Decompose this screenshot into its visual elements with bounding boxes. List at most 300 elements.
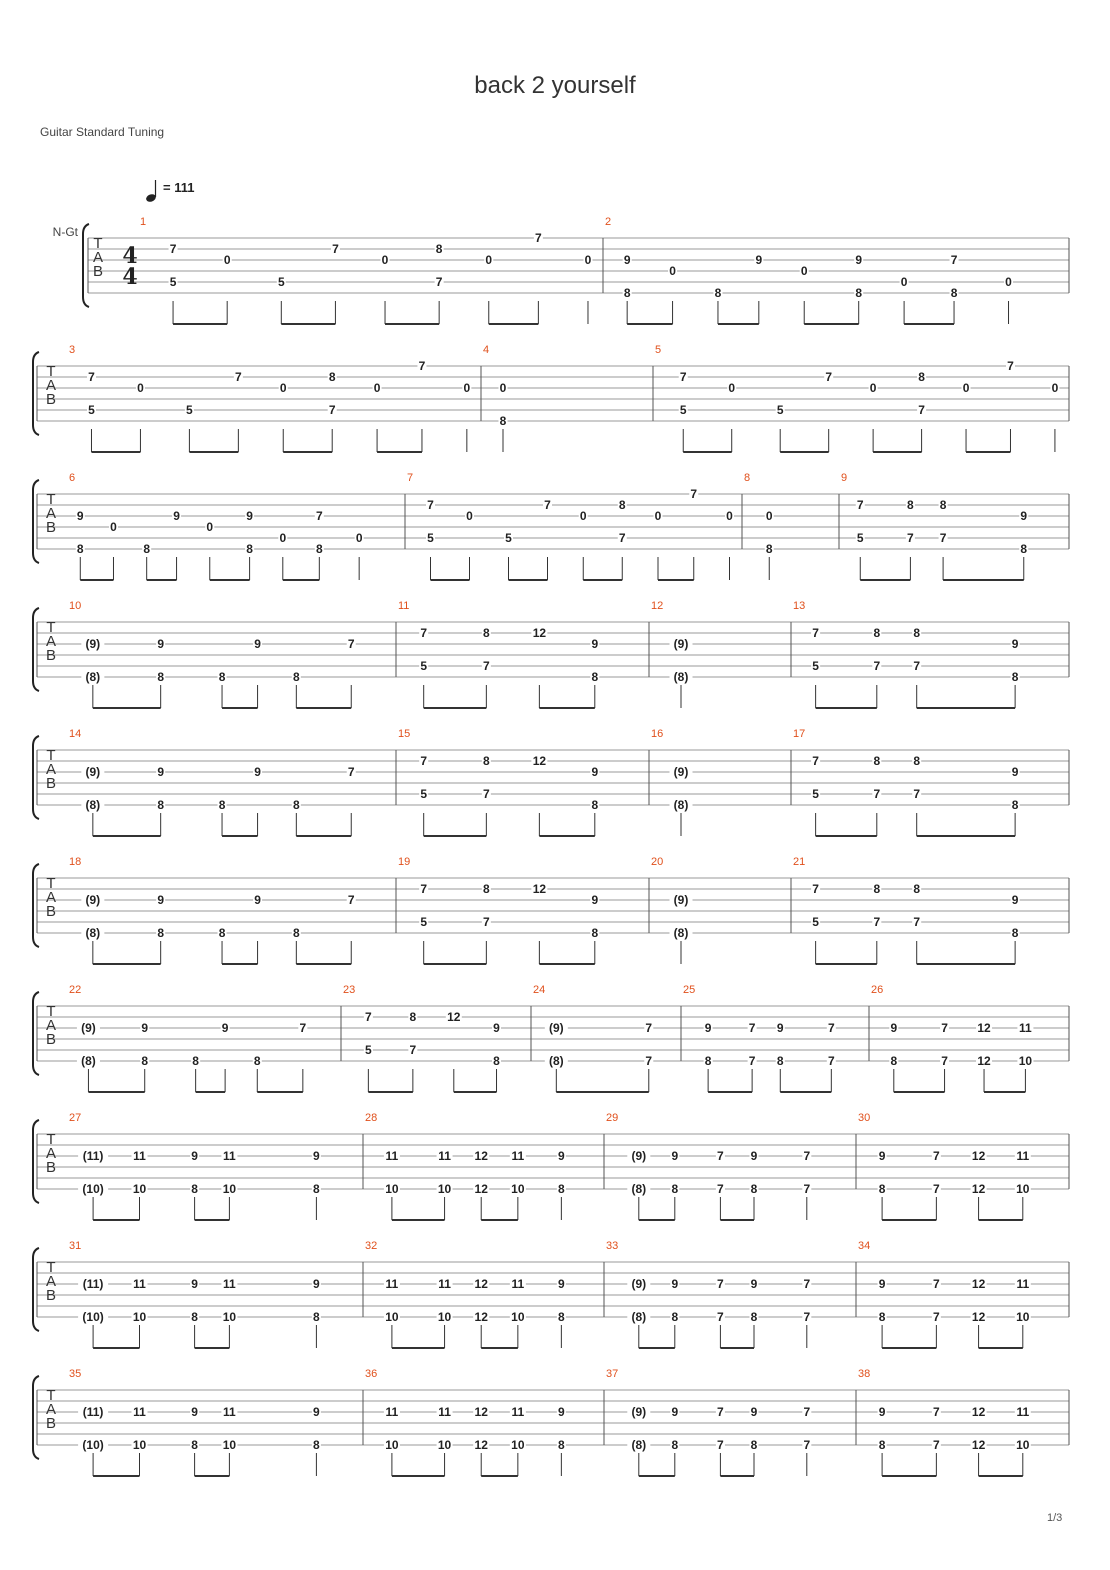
fret-number: 7	[420, 626, 428, 640]
fret-number: (10)	[82, 1310, 104, 1324]
fret-number: 7	[941, 1021, 948, 1035]
fret-number: 8	[714, 286, 722, 300]
fret-number: 8	[313, 1182, 320, 1196]
bar-number: 28	[365, 1112, 378, 1124]
fret-number: 7	[933, 1438, 940, 1452]
track-label: N-Gt	[52, 225, 78, 239]
tab-letter: A	[45, 633, 57, 650]
fret-number: 12	[971, 1310, 986, 1324]
fret-number: 10	[1016, 1310, 1030, 1324]
bar-number: 1	[140, 216, 147, 228]
bar-number: 24	[533, 984, 546, 996]
fret-number: 8	[873, 626, 881, 640]
fret-number: 8	[558, 1438, 565, 1452]
fret-number: 12	[971, 1405, 986, 1419]
fret-number: 7	[1007, 359, 1014, 373]
fret-number: 9	[558, 1405, 565, 1419]
fret-number: 9	[191, 1405, 198, 1419]
fret-number: 8	[499, 414, 507, 428]
fret-number: 9	[493, 1021, 500, 1035]
bar-number: 21	[793, 856, 806, 868]
fret-number: 8	[218, 798, 226, 812]
fret-number: 11	[511, 1149, 525, 1163]
fret-number: (9)	[673, 893, 689, 907]
fret-number: 7	[717, 1277, 724, 1291]
tab-system	[33, 1112, 1069, 1220]
fret-number: 8	[950, 286, 958, 300]
fret-number: 9	[246, 509, 253, 523]
fret-number: 9	[890, 1021, 898, 1035]
bar-number: 25	[683, 984, 696, 996]
fret-number: 9	[173, 509, 180, 523]
fret-number: 7	[933, 1310, 940, 1324]
fret-number: 9	[591, 765, 599, 779]
fret-number: 8	[292, 670, 300, 684]
fret-number: 0	[381, 253, 389, 267]
fret-number: 7	[717, 1182, 724, 1196]
fret-number: 8	[483, 626, 490, 640]
fret-number: 8	[750, 1438, 758, 1452]
fret-number: 9	[1011, 765, 1019, 779]
fret-number: 12	[474, 1277, 488, 1291]
fret-number: 5	[277, 275, 285, 289]
fret-number: 7	[645, 1021, 653, 1035]
fret-number: 8	[435, 242, 443, 256]
fret-number: 10	[1016, 1182, 1030, 1196]
tab-letter: T	[46, 747, 56, 764]
fret-number: 9	[157, 893, 165, 907]
system-bracket	[33, 480, 39, 563]
fret-number: 7	[544, 498, 551, 512]
fret-number: 9	[1020, 509, 1028, 523]
tab-letter: A	[92, 249, 104, 266]
fret-number: 0	[654, 509, 662, 523]
fret-number: 7	[933, 1277, 940, 1291]
tab-system	[33, 1240, 1069, 1348]
fret-number: 10	[1016, 1438, 1030, 1452]
fret-number: (9)	[85, 893, 101, 907]
fret-number: 10	[132, 1310, 147, 1324]
fret-number: 7	[315, 509, 323, 523]
fret-number: 11	[133, 1149, 146, 1163]
fret-number: (8)	[673, 798, 689, 812]
tab-system	[33, 344, 1069, 452]
tab-letter: B	[45, 1415, 57, 1432]
tab-letter: A	[45, 377, 57, 394]
fret-number: 8	[750, 1310, 758, 1324]
fret-number: 11	[223, 1277, 236, 1291]
fret-number: 0	[765, 509, 773, 523]
tab-letter: B	[45, 775, 57, 792]
fret-number: 0	[728, 381, 736, 395]
bar-number: 27	[69, 1112, 82, 1124]
fret-number: 8	[623, 286, 631, 300]
fret-number: 11	[1016, 1277, 1030, 1291]
fret-number: 7	[803, 1149, 811, 1163]
fret-number: 0	[584, 253, 592, 267]
fret-number: 7	[88, 370, 95, 384]
bar-number: 32	[365, 1240, 378, 1252]
fret-number: 7	[825, 370, 833, 384]
fret-number: 12	[532, 882, 547, 896]
fret-number: 0	[373, 381, 381, 395]
fret-number: 8	[313, 1438, 320, 1452]
fret-number: 0	[962, 381, 970, 395]
fret-number: 7	[717, 1405, 724, 1419]
tab-letter: B	[45, 519, 57, 536]
fret-number: 9	[755, 253, 763, 267]
fret-number: 0	[355, 531, 363, 545]
bar-number: 26	[871, 984, 884, 996]
fret-number: 8	[558, 1310, 565, 1324]
fret-number: 12	[532, 626, 547, 640]
system-bracket	[33, 736, 39, 819]
fret-number: 8	[671, 1182, 679, 1196]
fret-number: 7	[690, 487, 698, 501]
bar-number: 23	[343, 984, 356, 996]
fret-number: 9	[558, 1149, 565, 1163]
fret-number: 9	[591, 893, 599, 907]
fret-number: 10	[1018, 1054, 1033, 1068]
bar-number: 34	[858, 1240, 871, 1252]
fret-number: 10	[437, 1310, 452, 1324]
fret-number: 7	[803, 1277, 811, 1291]
fret-number: (8)	[85, 926, 101, 940]
fret-number: 8	[671, 1310, 679, 1324]
fret-number: 9	[221, 1021, 229, 1035]
system-bracket	[33, 1120, 39, 1203]
fret-number: 9	[671, 1405, 679, 1419]
fret-number: (10)	[82, 1182, 104, 1196]
fret-number: 9	[671, 1277, 679, 1291]
fret-number: 8	[618, 498, 626, 512]
bar-number: 5	[655, 344, 662, 356]
fret-number: 8	[157, 926, 165, 940]
fret-number: 8	[246, 542, 253, 556]
fret-number: 0	[279, 381, 287, 395]
fret-number: (9)	[673, 637, 689, 651]
page-number: 1/3	[1047, 1512, 1063, 1524]
fret-number: 7	[409, 1043, 417, 1057]
fret-number: 9	[76, 509, 84, 523]
fret-number: 8	[218, 670, 226, 684]
system-bracket	[33, 864, 39, 947]
fret-number: 11	[223, 1149, 236, 1163]
fret-number: 7	[933, 1405, 940, 1419]
bar-number: 38	[858, 1368, 871, 1380]
fret-number: (9)	[548, 1021, 564, 1035]
tab-letter: T	[46, 1387, 56, 1404]
fret-number: 8	[1011, 926, 1019, 940]
tab-letter: A	[45, 1017, 57, 1034]
fret-number: 9	[855, 253, 863, 267]
fret-number: 12	[971, 1182, 986, 1196]
fret-number: 9	[878, 1405, 886, 1419]
fret-number: 8	[1011, 670, 1019, 684]
bar-number: 10	[69, 600, 82, 612]
fret-number: 5	[856, 531, 864, 545]
fret-number: 8	[292, 926, 300, 940]
fret-number: 7	[717, 1438, 724, 1452]
tab-letter: A	[45, 761, 57, 778]
fret-number: 7	[918, 403, 925, 417]
fret-number: 8	[878, 1438, 886, 1452]
fret-number: 8	[765, 542, 773, 556]
fret-number: 7	[748, 1054, 756, 1068]
bar-number: 29	[606, 1112, 619, 1124]
system-bracket	[33, 1376, 39, 1459]
tab-letter: T	[46, 619, 56, 636]
fret-number: 8	[483, 882, 490, 896]
fret-number: 8	[157, 670, 165, 684]
fret-number: 8	[141, 1054, 149, 1068]
fret-number: 0	[900, 275, 908, 289]
fret-number: 9	[750, 1405, 758, 1419]
fret-number: 7	[913, 659, 921, 673]
tab-system	[53, 216, 1069, 324]
fret-number: 8	[750, 1182, 758, 1196]
tab-letter: A	[45, 1401, 57, 1418]
fret-number: 8	[76, 542, 84, 556]
fret-number: 7	[169, 242, 177, 256]
fret-number: 5	[505, 531, 512, 545]
fret-number: 7	[535, 231, 542, 245]
bar-number: 3	[69, 344, 76, 356]
fret-number: 9	[313, 1149, 320, 1163]
time-signature-bottom: 4	[122, 264, 138, 290]
score-title: back 2 yourself	[474, 72, 636, 99]
fret-number: 5	[679, 403, 687, 417]
tempo-value: = 111	[163, 180, 195, 195]
tab-letter: A	[45, 889, 57, 906]
bar-number: 8	[744, 472, 751, 484]
bar-number: 13	[793, 600, 806, 612]
bar-number: 11	[398, 600, 410, 612]
fret-number: 0	[726, 509, 733, 523]
fret-number: 7	[812, 626, 819, 640]
fret-number: 8	[913, 626, 921, 640]
fret-number: 7	[618, 531, 626, 545]
fret-number: 8	[907, 498, 914, 512]
fret-number: 7	[717, 1310, 724, 1324]
fret-number: 8	[483, 754, 490, 768]
fret-number: (10)	[82, 1438, 104, 1452]
fret-number: 11	[1016, 1149, 1030, 1163]
bar-number: 16	[651, 728, 664, 740]
fret-number: 7	[347, 765, 355, 779]
fret-number: 9	[254, 637, 261, 651]
fret-number: (8)	[85, 798, 101, 812]
fret-number: 5	[812, 915, 819, 929]
fret-number: 8	[1011, 798, 1019, 812]
fret-number: 8	[873, 754, 881, 768]
fret-number: 5	[420, 915, 428, 929]
fret-number: (9)	[81, 1021, 96, 1035]
fret-number: 11	[133, 1405, 146, 1419]
fret-number: (8)	[85, 670, 101, 684]
bar-number: 4	[483, 344, 490, 356]
fret-number: 8	[939, 498, 947, 512]
fret-number: 9	[1011, 893, 1019, 907]
fret-number: 0	[499, 381, 507, 395]
fret-number: 11	[511, 1277, 525, 1291]
tab-letter: B	[45, 1031, 57, 1048]
fret-number: (11)	[82, 1277, 104, 1291]
fret-number: 7	[679, 370, 687, 384]
fret-number: 8	[493, 1054, 500, 1068]
fret-number: 8	[292, 798, 300, 812]
fret-number: 8	[671, 1438, 679, 1452]
tab-letter: T	[46, 491, 56, 508]
fret-number: 7	[483, 915, 490, 929]
fret-number: 7	[856, 498, 864, 512]
bar-number: 31	[69, 1240, 82, 1252]
fret-number: (9)	[673, 765, 689, 779]
fret-number: 7	[873, 659, 881, 673]
fret-number: (8)	[548, 1054, 564, 1068]
fret-number: 8	[192, 1054, 199, 1068]
fret-number: (8)	[673, 670, 689, 684]
fret-number: 9	[750, 1277, 758, 1291]
fret-number: (8)	[631, 1438, 647, 1452]
fret-number: 8	[409, 1010, 417, 1024]
fret-number: 11	[438, 1405, 451, 1419]
fret-number: 9	[141, 1021, 149, 1035]
bar-number: 35	[69, 1368, 82, 1380]
fret-number: 8	[776, 1054, 784, 1068]
fret-number: 9	[704, 1021, 712, 1035]
fret-number: 8	[878, 1182, 886, 1196]
tab-system	[33, 472, 1069, 580]
fret-number: 7	[939, 531, 947, 545]
fret-number: 7	[483, 787, 490, 801]
fret-number: 9	[254, 765, 261, 779]
fret-number: 7	[873, 915, 881, 929]
fret-number: 7	[873, 787, 881, 801]
fret-number: 7	[803, 1438, 811, 1452]
fret-number: 12	[474, 1149, 488, 1163]
fret-number: 5	[776, 403, 784, 417]
fret-number: 8	[157, 798, 165, 812]
bar-number: 9	[841, 472, 848, 484]
tab-letter: A	[45, 1145, 57, 1162]
tuning-label: Guitar Standard Tuning	[40, 125, 165, 139]
fret-number: 8	[591, 798, 599, 812]
fret-number: 7	[950, 253, 958, 267]
fret-number: 8	[558, 1182, 565, 1196]
fret-number: 10	[222, 1438, 237, 1452]
fret-number: 12	[474, 1438, 488, 1452]
tab-letter: B	[45, 647, 57, 664]
fret-number: 12	[447, 1010, 461, 1024]
fret-number: (8)	[81, 1054, 96, 1068]
bar-number: 33	[606, 1240, 619, 1252]
fret-number: 7	[328, 403, 336, 417]
fret-number: 0	[869, 381, 877, 395]
fret-number: 8	[918, 370, 925, 384]
fret-number: 8	[315, 542, 323, 556]
fret-number: 8	[913, 754, 921, 768]
bar-number: 14	[69, 728, 82, 740]
fret-number: 7	[933, 1149, 940, 1163]
fret-number: 11	[1019, 1021, 1032, 1035]
tab-letter: A	[45, 505, 57, 522]
bar-number: 22	[69, 984, 82, 996]
tab-system	[33, 856, 1069, 964]
fret-number: 7	[347, 893, 355, 907]
fret-number: 10	[385, 1438, 399, 1452]
fret-number: 8	[218, 926, 226, 940]
fret-number: 5	[420, 659, 428, 673]
fret-number: 8	[855, 286, 863, 300]
fret-number: 11	[511, 1405, 525, 1419]
fret-number: 7	[933, 1182, 940, 1196]
fret-number: 9	[776, 1021, 784, 1035]
fret-number: 8	[704, 1054, 712, 1068]
fret-number: 7	[748, 1021, 756, 1035]
fret-number: 9	[254, 893, 261, 907]
fret-number: 9	[157, 637, 165, 651]
tab-letter: B	[45, 391, 57, 408]
fret-number: 9	[671, 1149, 679, 1163]
fret-number: 0	[485, 253, 493, 267]
tab-letter: T	[46, 1131, 56, 1148]
fret-number: 0	[110, 520, 117, 534]
fret-number: 11	[385, 1277, 399, 1291]
fret-number: 11	[438, 1277, 451, 1291]
fret-number: 7	[347, 637, 355, 651]
fret-number: 0	[279, 531, 287, 545]
tab-letter: B	[92, 263, 104, 280]
fret-number: 7	[420, 882, 428, 896]
bar-number: 6	[69, 472, 76, 484]
fret-number: 7	[418, 359, 426, 373]
fret-number: 7	[812, 754, 819, 768]
tab-letter: B	[45, 903, 57, 920]
tab-system	[33, 1368, 1069, 1476]
fret-number: (9)	[85, 637, 101, 651]
fret-number: 12	[971, 1149, 986, 1163]
fret-number: 9	[157, 765, 165, 779]
fret-number: 10	[222, 1310, 237, 1324]
fret-number: 8	[253, 1054, 261, 1068]
fret-number: 8	[328, 370, 336, 384]
fret-number: 5	[169, 275, 177, 289]
fret-number: 11	[385, 1149, 399, 1163]
time-signature-top: 4	[122, 243, 138, 269]
fret-number: 12	[971, 1438, 986, 1452]
fret-number: 9	[878, 1277, 886, 1291]
fret-number: 0	[206, 520, 214, 534]
fret-number: 8	[913, 882, 921, 896]
fret-number: 0	[579, 509, 587, 523]
fret-number: 7	[803, 1405, 811, 1419]
fret-number: 11	[223, 1405, 236, 1419]
fret-number: (8)	[673, 926, 689, 940]
fret-number: 12	[474, 1310, 488, 1324]
bar-number: 7	[407, 472, 414, 484]
tab-system	[33, 600, 1069, 708]
fret-number: 7	[827, 1054, 835, 1068]
fret-number: (11)	[82, 1405, 104, 1419]
tab-letter: T	[46, 363, 56, 380]
fret-number: 9	[313, 1405, 320, 1419]
fret-number: 7	[483, 659, 490, 673]
fret-number: 5	[812, 659, 819, 673]
fret-number: 10	[437, 1182, 452, 1196]
fret-number: 12	[977, 1021, 991, 1035]
tab-letter: T	[46, 875, 56, 892]
